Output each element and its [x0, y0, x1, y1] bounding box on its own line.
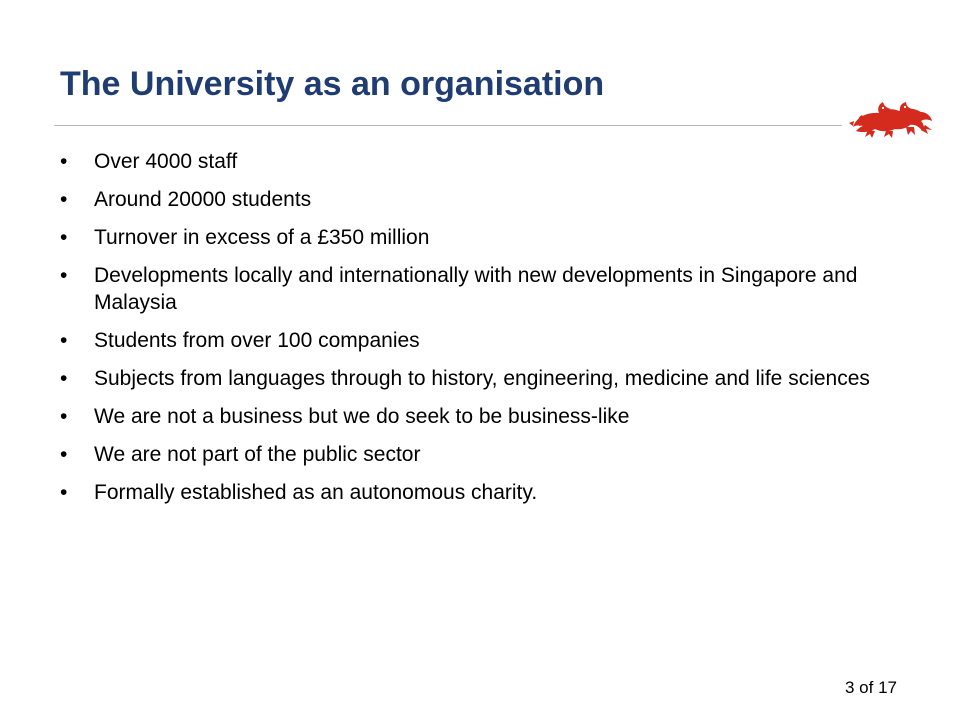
bullet-item [60, 148, 890, 175]
bullet-item [60, 224, 890, 251]
bullet-marker: • [60, 150, 68, 173]
bullet-text: Formally established as an autonomous charity. [94, 481, 538, 504]
bullet-marker: • [60, 443, 68, 466]
bullet-marker: • [60, 329, 68, 352]
title-divider [54, 125, 842, 126]
slide-title: The University as an organisation [60, 65, 605, 103]
bullet-text: Around 20000 students [94, 188, 312, 211]
bullet-item [60, 441, 890, 468]
bullet-text: Developments locally and internationally with new developments in Singapore and Malaysia [94, 264, 858, 314]
bullet-marker: • [60, 405, 68, 428]
bullet-list [60, 148, 890, 517]
bullet-text: We are not part of the public sector [94, 443, 421, 466]
bullet-item [60, 479, 890, 506]
bullet-text: Students from over 100 companies [94, 329, 420, 352]
bullet-marker: • [60, 367, 68, 390]
bullet-marker: • [60, 481, 68, 504]
bullet-marker: • [60, 226, 68, 249]
bullet-text: Over 4000 staff [94, 150, 238, 173]
bullet-item [60, 262, 890, 316]
bullet-marker: • [60, 264, 68, 287]
bullet-text: Turnover in excess of a £350 million [94, 226, 430, 249]
page-number: 3 of 17 [845, 678, 897, 697]
bullet-text: Subjects from languages through to history, engineering, medicine and life sciences [94, 367, 870, 390]
bullet-item [60, 186, 890, 213]
bullet-item [60, 403, 890, 430]
red-lion-emblem-icon [848, 100, 934, 138]
bullet-item [60, 327, 890, 354]
bullet-marker: • [60, 188, 68, 211]
bullet-item [60, 365, 890, 392]
bullet-text: We are not a business but we do seek to be business-like [94, 405, 630, 428]
